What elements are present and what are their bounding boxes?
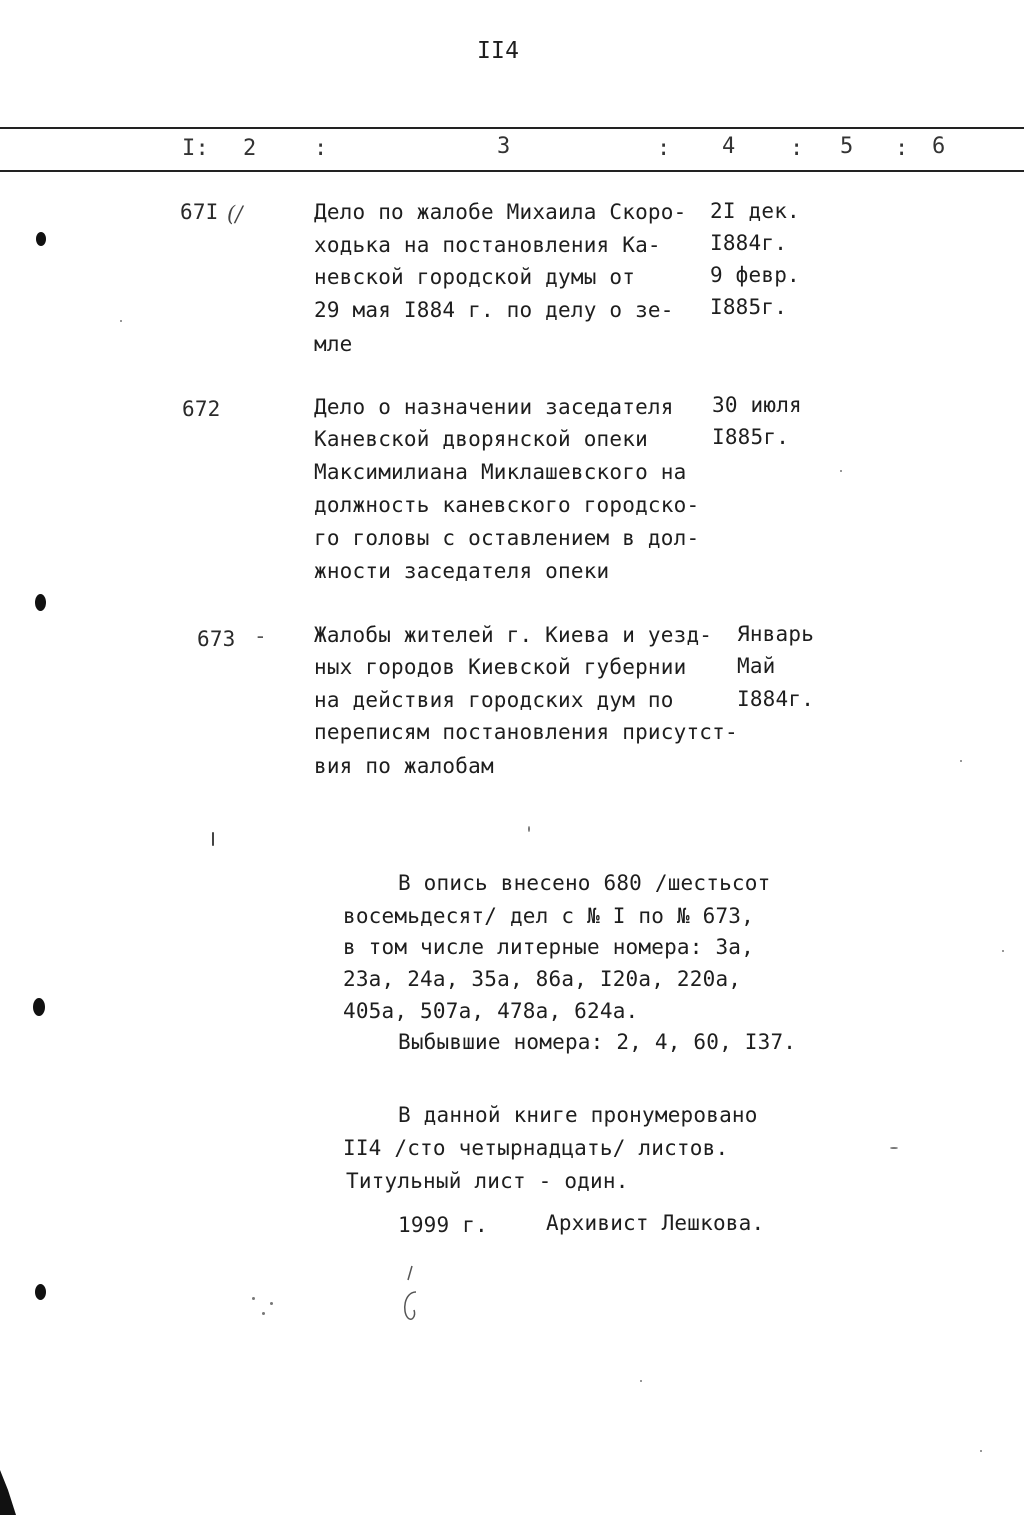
entry-description-line: должность каневского городско- [314,493,700,517]
entry-description-line: Дело о назначении заседателя [314,395,674,419]
entry-description-line: Жалобы жителей г. Киева и уезд- [314,623,713,647]
scan-speck [120,320,122,322]
header-sep-1: : [314,136,328,161]
binding-hole-mark [35,594,46,611]
header-top-rule [0,127,1024,129]
entry-description-line: переписям постановления присутст- [314,720,738,744]
pen-mark [390,1262,430,1328]
entry-date: I885г. [710,295,788,319]
header-col-2: 2 [243,136,257,161]
entry-date: 30 июля [712,393,802,417]
entry-description-line: ходька на постановления Ка- [314,233,661,257]
scan-speck [1002,950,1004,952]
scan-speck [252,1297,255,1300]
entry-description-line: вия по жалобам [314,754,494,778]
entry-number: 673 [197,627,236,651]
summary-line: восемьдесят/ дел с № I по № 673, [343,904,754,928]
summary-line: в том числе литерные номера: 3а, [343,935,754,959]
header-col-3: 3 [497,134,511,159]
scan-speck [640,1380,642,1382]
header-bottom-rule [0,170,1024,172]
handwritten-mark: - [254,624,267,648]
summary-line: Выбывшие номера: 2, 4, 60, I37. [398,1030,797,1054]
entry-description-line: 29 мая I884 г. по делу о зе- [314,298,674,322]
entry-date: I884г. [737,687,815,711]
entry-description-line: Каневской дворянской опеки [314,427,648,451]
entry-description-line: невской городской думы от [314,265,636,289]
scan-speck [980,1450,982,1452]
certification-line: Титульный лист - один. [346,1169,629,1193]
header-col-4: 4 [722,134,736,159]
header-col-6: 6 [932,134,946,159]
header-sep-4: : [895,136,909,161]
scan-speck [262,1312,265,1315]
certification-line: II4 /сто четырнадцать/ листов. [343,1136,729,1160]
scan-speck [840,470,842,472]
summary-line: 23а, 24а, 35а, 86а, I20а, 220а, [343,967,742,991]
corner-smudge [0,1470,24,1515]
entry-date: Май [737,654,776,678]
header-sep-3: : [790,136,804,161]
entry-description-line: на действия городских дум по [314,688,674,712]
entry-date: Январь [737,622,815,646]
header-col-1: I: [182,136,209,161]
scan-speck [270,1302,273,1305]
entry-description-line: мле [314,332,353,356]
page-number: II4 [477,38,520,64]
entry-number: 672 [182,397,221,421]
entry-date: I884г. [710,231,788,255]
entry-date: I885г. [712,425,790,449]
archivist-signature: Архивист Лешкова. [546,1211,765,1235]
certification-year: 1999 г. [398,1213,488,1237]
certification-line: В данной книге пронумеровано [398,1103,758,1127]
header-sep-2: : [657,136,671,161]
summary-line: 405а, 507а, 478а, 624а. [343,999,639,1023]
handwritten-mark: (/ [227,202,243,226]
scan-speck [890,1147,898,1149]
entry-number: 67I [180,200,219,224]
entry-description-line: Максимилиана Миклашевского на [314,460,687,484]
entry-description-line: ных городов Киевской губернии [314,655,687,679]
scan-speck [960,760,962,762]
binding-hole-mark [33,998,45,1016]
summary-line: В опись внесено 680 /шестьсот [398,871,771,895]
entry-description-line: жности заседателя опеки [314,559,610,583]
entry-date: 2I дек. [710,199,800,223]
binding-hole-mark [36,232,46,246]
header-col-5: 5 [840,134,854,159]
scan-speck [212,832,214,846]
binding-hole-mark [35,1284,46,1300]
entry-description-line: Дело по жалобе Михаила Скоро- [314,200,687,224]
entry-date: 9 февр. [710,263,800,287]
entry-description-line: го головы с оставлением в дол- [314,526,700,550]
scan-speck [528,826,530,832]
